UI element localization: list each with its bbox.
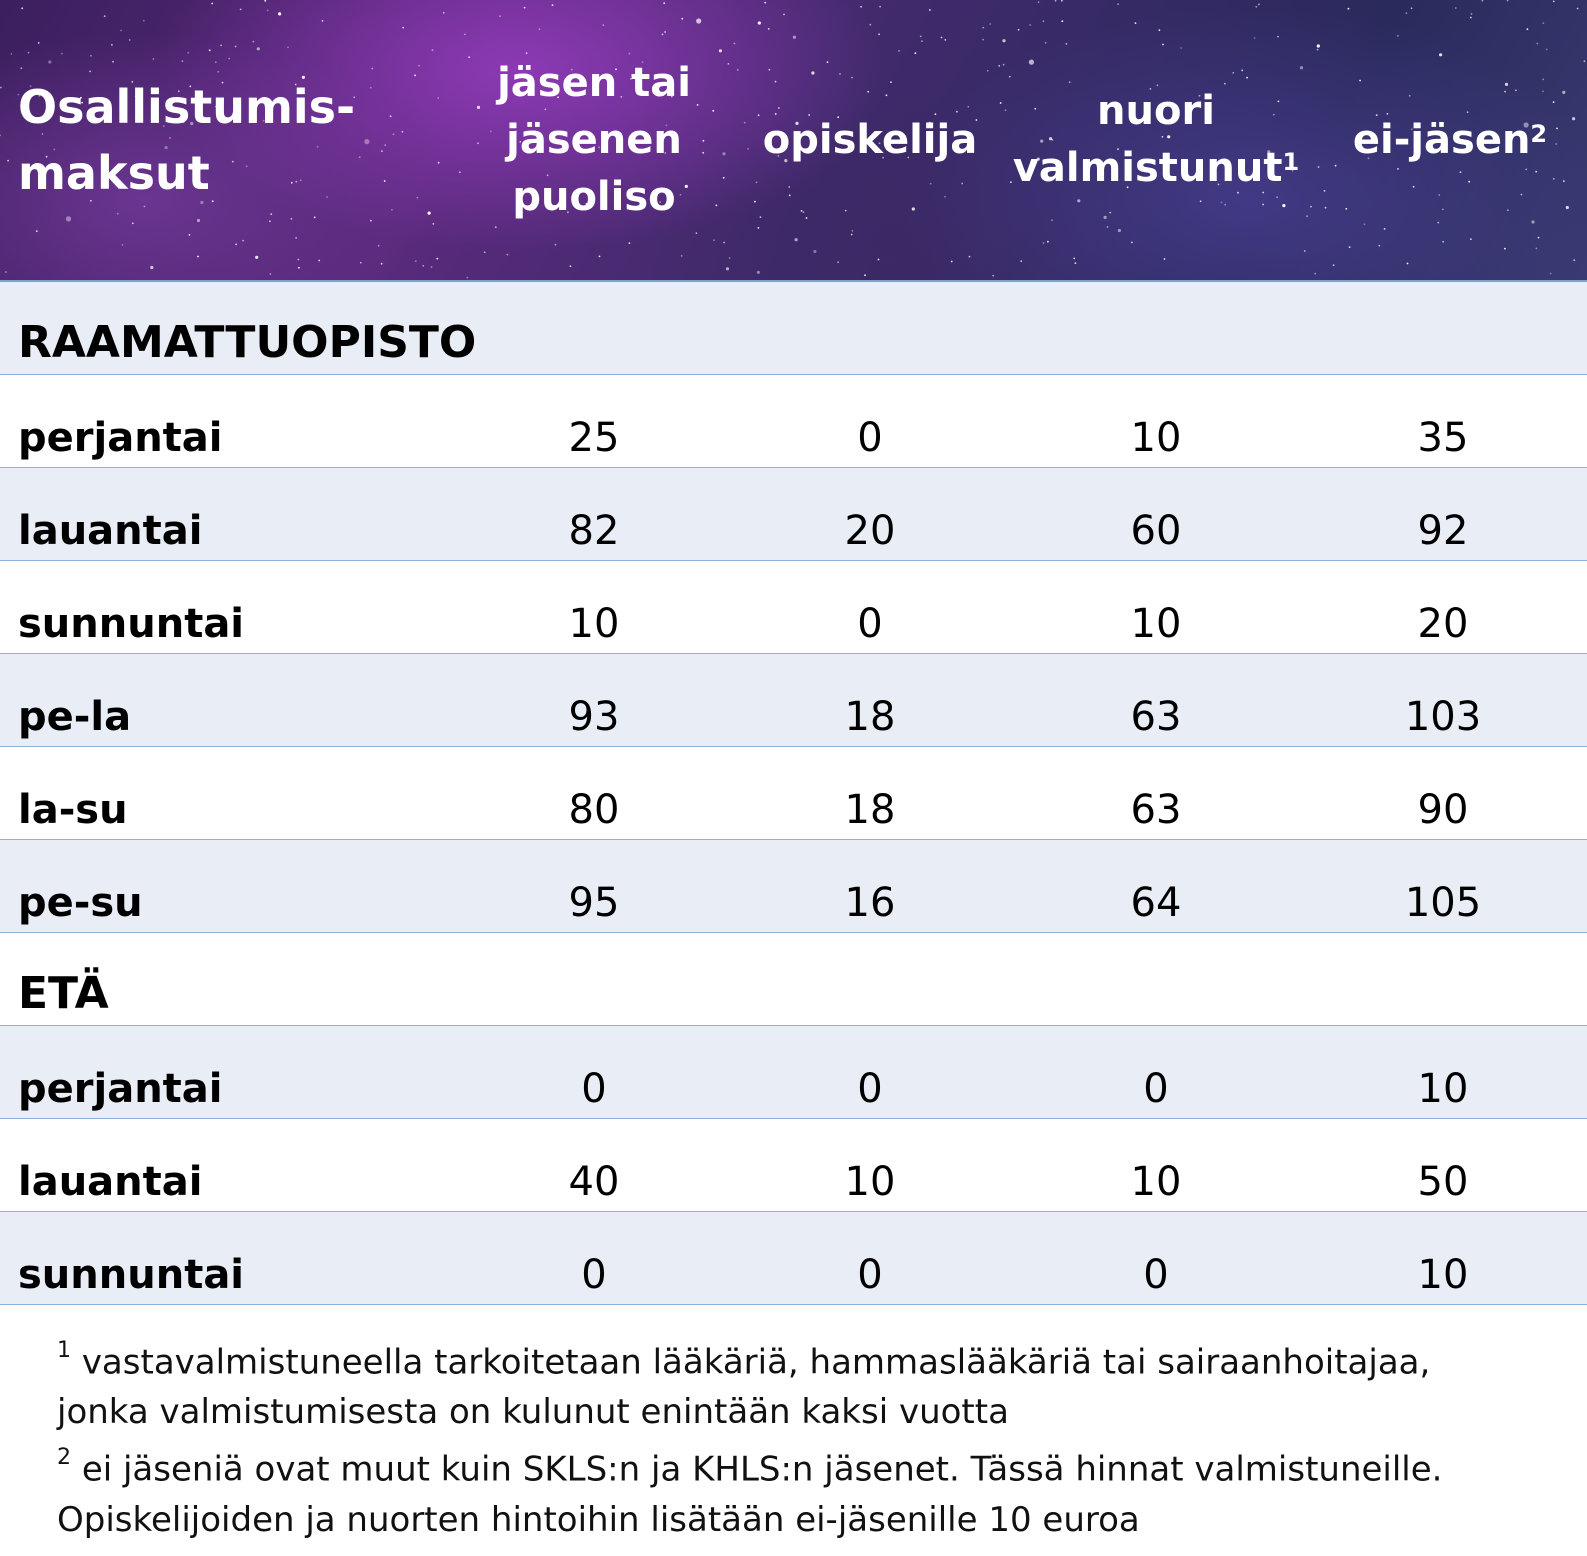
row-label: perjantai (18, 415, 223, 461)
cell-member: 0 (581, 1066, 607, 1112)
header-col-young-line1: nuori (1097, 88, 1215, 134)
cell-young-graduate: 10 (1130, 601, 1182, 647)
cell-student: 0 (857, 601, 883, 647)
cell-non-member: 10 (1417, 1252, 1469, 1298)
cell-member: 95 (568, 880, 620, 926)
star (729, 257, 731, 259)
cell-student: 16 (844, 880, 896, 926)
star (713, 239, 715, 241)
section-title: ETÄ (18, 968, 109, 1019)
header-col-young-sup: 1 (1282, 148, 1300, 176)
cell-non-member: 50 (1417, 1159, 1469, 1205)
table-row (0, 1119, 1587, 1212)
cell-student: 18 (844, 787, 896, 833)
star (1314, 273, 1316, 275)
row-label: lauantai (18, 1159, 203, 1205)
cell-student: 20 (844, 508, 896, 554)
star (1572, 117, 1575, 120)
star (11, 53, 13, 55)
table-row (0, 561, 1587, 654)
footnote-1-line1: vastavalmistuneella tarkoitetaan lääkäriä, hammaslääkäriä tai sairaanhoitajaa, (81, 1342, 1431, 1383)
row-label: pe-la (18, 694, 132, 740)
header-title-line2: maksut (18, 146, 210, 200)
header-col-young-line2: valmistunut (1012, 145, 1283, 191)
table-row (0, 375, 1587, 468)
star (696, 232, 698, 234)
cell-non-member: 10 (1417, 1066, 1469, 1112)
header-col-student (740, 0, 1000, 280)
cell-student: 0 (857, 1252, 883, 1298)
star (728, 63, 730, 65)
cell-young-graduate: 0 (1143, 1066, 1169, 1112)
cell-non-member: 90 (1417, 787, 1469, 833)
star (723, 177, 725, 179)
cell-member: 10 (568, 601, 620, 647)
star (1584, 60, 1586, 62)
cell-student: 0 (857, 415, 883, 461)
cell-non-member: 20 (1417, 601, 1469, 647)
star (1324, 190, 1326, 192)
table-row (0, 747, 1587, 840)
cell-young-graduate: 63 (1130, 694, 1182, 740)
cell-member: 93 (568, 694, 620, 740)
header-col-non-member (1330, 0, 1570, 280)
header-col-member-line3: puoliso (512, 173, 676, 220)
footnote-1 (57, 1330, 1537, 1437)
star (1318, 166, 1320, 168)
cell-member: 0 (581, 1252, 607, 1298)
star (716, 205, 718, 207)
star (712, 110, 714, 112)
section-title: RAAMATTUOPISTO (18, 317, 477, 368)
row-label: sunnuntai (18, 1252, 245, 1298)
star (477, 106, 480, 109)
table-row (0, 1212, 1587, 1305)
star (1317, 49, 1319, 51)
star (490, 130, 492, 132)
cell-young-graduate: 10 (1130, 1159, 1182, 1205)
footnotes (57, 1330, 1537, 1545)
header-col-nonmember-sup: 2 (1530, 119, 1548, 148)
star (5, 271, 7, 273)
star (1573, 259, 1575, 261)
section-row-eta (0, 933, 1587, 1026)
table-row (0, 840, 1587, 933)
star (468, 56, 470, 58)
cell-member: 80 (568, 787, 620, 833)
star (0, 135, 1, 137)
star (737, 69, 739, 71)
star (1317, 44, 1320, 47)
footnote-2-mark: 2 (57, 1445, 71, 1471)
star (1306, 215, 1308, 217)
star (1577, 8, 1579, 10)
cell-young-graduate: 0 (1143, 1252, 1169, 1298)
cell-student: 18 (844, 694, 896, 740)
row-label: lauantai (18, 508, 203, 554)
star (466, 277, 468, 279)
star (477, 142, 479, 144)
cell-young-graduate: 64 (1130, 880, 1182, 926)
star (702, 152, 704, 154)
cell-member: 40 (568, 1159, 620, 1205)
table-row (0, 1026, 1587, 1119)
header-col-nonmember-line1: ei-jäsen (1352, 116, 1531, 163)
star (722, 152, 725, 155)
star (1325, 207, 1327, 209)
cell-non-member: 35 (1417, 415, 1469, 461)
star (1310, 206, 1312, 208)
header-col-member (494, 0, 694, 280)
star (723, 242, 725, 244)
footnote-1-mark: 1 (57, 1338, 71, 1363)
star (734, 43, 736, 45)
footnote-2 (57, 1437, 1537, 1544)
star (726, 267, 729, 270)
star (0, 87, 2, 89)
header-col-young-graduate (1006, 0, 1306, 280)
table-header (0, 0, 1587, 282)
header-col-member-line2: jäsenen (506, 116, 682, 163)
header-title-line1: Osallistumis- (18, 80, 356, 134)
table-row (0, 468, 1587, 561)
cell-member: 82 (568, 508, 620, 554)
cell-non-member: 92 (1417, 508, 1469, 554)
row-label: perjantai (18, 1066, 223, 1112)
cell-young-graduate: 60 (1130, 508, 1182, 554)
star (696, 18, 701, 23)
star (697, 104, 699, 106)
cell-young-graduate: 63 (1130, 787, 1182, 833)
row-label: sunnuntai (18, 601, 245, 647)
cell-member: 25 (568, 415, 620, 461)
cell-student: 10 (844, 1159, 896, 1205)
star (459, 171, 461, 173)
footnote-2-line1: ei jäseniä ovat muut kuin SKLS:n ja KHLS:n jäsenet. Tässä hinnat valmistuneille. (81, 1449, 1443, 1490)
header-title (18, 0, 458, 280)
cell-student: 0 (857, 1066, 883, 1112)
star (484, 251, 486, 253)
row-label: pe-su (18, 880, 143, 926)
star (7, 160, 9, 162)
footnote-1-line2: jonka valmistumisesta on kulunut enintään kaksi vuotta (57, 1392, 1009, 1433)
cell-young-graduate: 10 (1130, 415, 1182, 461)
star (464, 34, 466, 36)
table-row (0, 654, 1587, 747)
footnote-2-line2: Opiskelijoiden ja nuorten hintoihin lisätään ei-jäsenille 10 euroa (57, 1499, 1140, 1540)
row-label: la-su (18, 787, 128, 833)
cell-non-member: 103 (1404, 694, 1482, 740)
header-col-student-line1: opiskelija (762, 116, 978, 163)
cell-non-member: 105 (1404, 880, 1482, 926)
star (703, 140, 705, 142)
star (1003, 64, 1005, 66)
star (719, 49, 722, 52)
section-row-raamattuopisto (0, 282, 1587, 375)
header-col-member-line1: jäsen tai (497, 59, 691, 106)
